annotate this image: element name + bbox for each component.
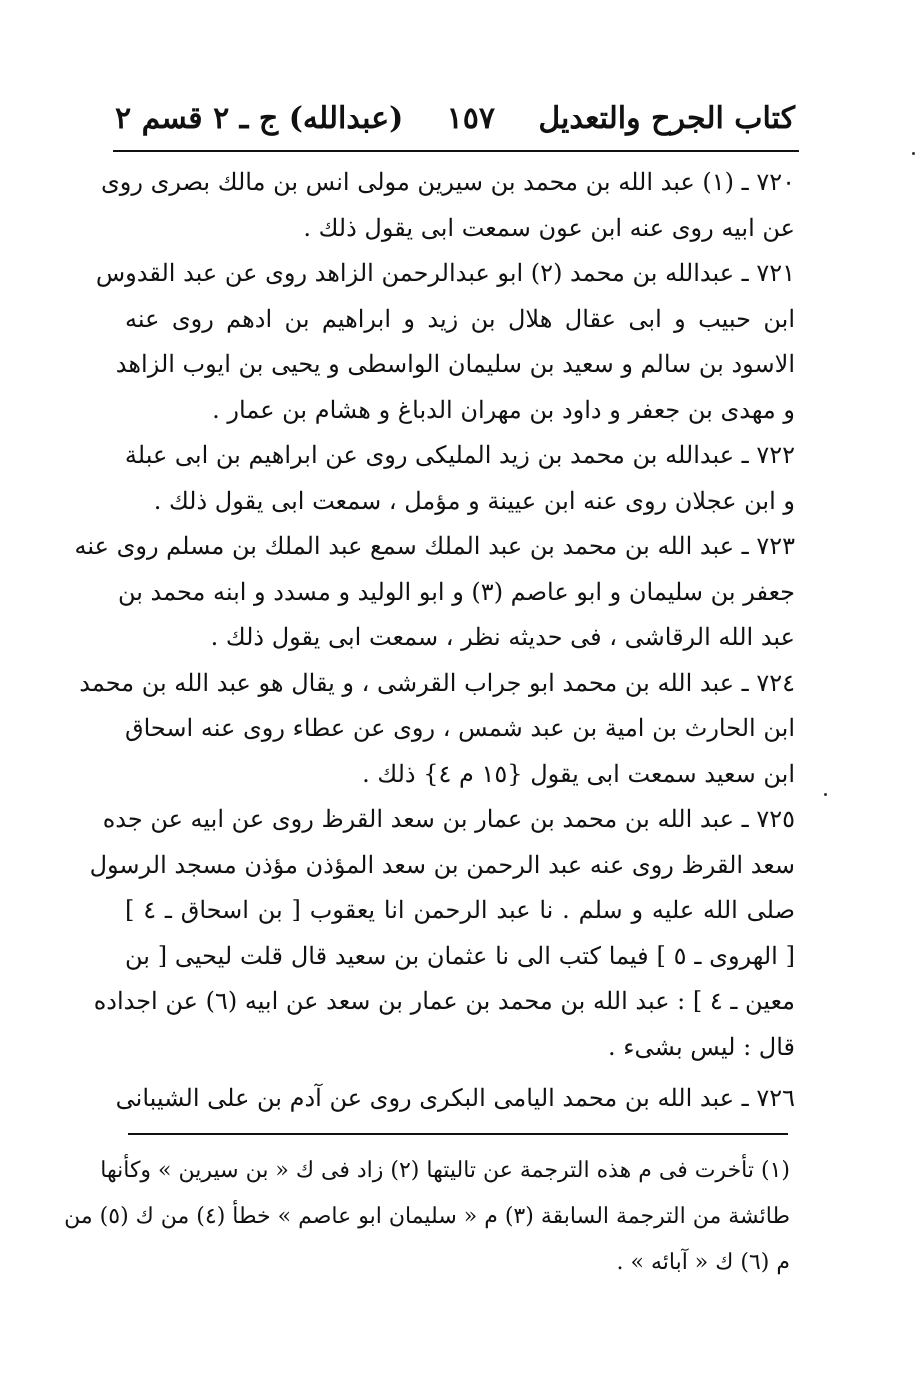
footnote-divider [128,1133,788,1135]
entry-line: ٧٢٤ ـ عبد الله بن محمد ابو جراب القرشى ، و يقال هو عبد الله بن محمد [79,668,795,697]
entry-line: صلى الله عليه و سلم . نا عبد الرحمن انا يعقوب [ بن اسحاق ـ ٤ ] [125,896,795,924]
entry-line: ٧٢٢ ـ عبدالله بن محمد بن زيد المليكى روى عن ابراهيم بن ابى عبلة [124,441,795,469]
entry-721 [95,251,795,433]
header-divider [113,150,799,152]
entry-line: ٧٢٥ ـ عبد الله بن محمد بن عمار بن سعد القرظ روى عن ابيه عن جده [102,805,795,833]
entry-line: ٧٢٦ ـ عبد الله بن محمد اليامى البكرى روى عن آدم بن على الشيبانى [115,1084,795,1112]
entries-body [74,160,795,1122]
entry-line: جعفر بن سليمان و ابو عاصم (٣) و ابو الوليد و مسدد و ابنه محمد بن [117,577,795,606]
scan-speck [824,793,827,796]
entry-line: [ الهروى ـ ٥ ] فيما كتب الى نا عثمان بن سعيد قال قلت ليحيى [ بن [125,941,795,970]
entry-724 [79,661,795,798]
entry-720 [101,160,795,251]
footnote-line: م (٦) ك « آبائه » . [616,1250,790,1275]
entry-line: ٧٢٠ ـ (١) عبد الله بن محمد بن سيرين مولى انس بن مالك بصرى روى [101,168,795,196]
entry-line: ٧٢١ ـ عبدالله بن محمد (٢) ابو عبدالرحمن الزاهد روى عن عبد القدوس [95,259,795,287]
entry-722 [125,433,795,524]
page-header [115,92,795,144]
entry-line: ابن حبيب و ابى عقال هلال بن زيد و ابراهيم بن ادهم روى عنه [125,304,795,333]
entry-726 [115,1076,795,1122]
entry-line: عبد الله الرقاشى ، فى حديثه نظر ، سمعت ابى يقول ذلك . [210,623,795,651]
footnote-line: طائشة من الترجمة السابقة (٣) م « سليمان ابو عاصم » خطأ (٤) من ك (٥) من [64,1204,790,1229]
page-number: ١٥٧ [446,100,495,136]
entry-line: ابن سعيد سمعت ابى يقول {١٥ م ٤} ذلك . [362,759,795,788]
book-title: كتاب الجرح والتعديل [538,100,795,136]
entry-line: قال : ليس بشىء . [608,1032,795,1061]
scan-speck [912,152,915,155]
section-label: (عبدالله) ج ـ ٢ قسم ٢ [115,100,404,136]
footnote-line: (١) تأخرت فى م هذه الترجمة عن تاليتها (٢) زاد فى ك « بن سيرين » وكأنها [100,1158,790,1183]
entry-723 [74,524,795,661]
entry-line: الاسود بن سالم و سعيد بن سليمان الواسطى و يحيى بن ايوب الزاهد [115,350,795,378]
entry-line: و ابن عجلان روى عنه ابن عيينة و مؤمل ، سمعت ابى يقول ذلك . [153,486,795,515]
entry-line: معين ـ ٤ ] : عبد الله بن محمد بن عمار بن سعد عن ابيه (٦) عن اجداده [93,987,795,1015]
entry-line: و مهدى بن جعفر و داود بن مهران الدباغ و هشام بن عمار . [212,395,795,424]
entry-line: ٧٢٣ ـ عبد الله بن محمد بن عبد الملك سمع عبد الملك بن مسلم روى عنه [74,532,795,560]
entry-725 [89,797,795,1070]
entry-line: ابن الحارث بن امية بن عبد شمس ، روى عن عطاء روى عنه اسحاق [125,714,795,742]
entry-line: عن ابيه روى عنه ابن عون سمعت ابى يقول ذلك . [303,213,795,242]
footnotes [64,1148,790,1286]
entry-line: سعد القرظ روى عنه عبد الرحمن بن سعد المؤذن مؤذن مسجد الرسول [89,850,795,879]
